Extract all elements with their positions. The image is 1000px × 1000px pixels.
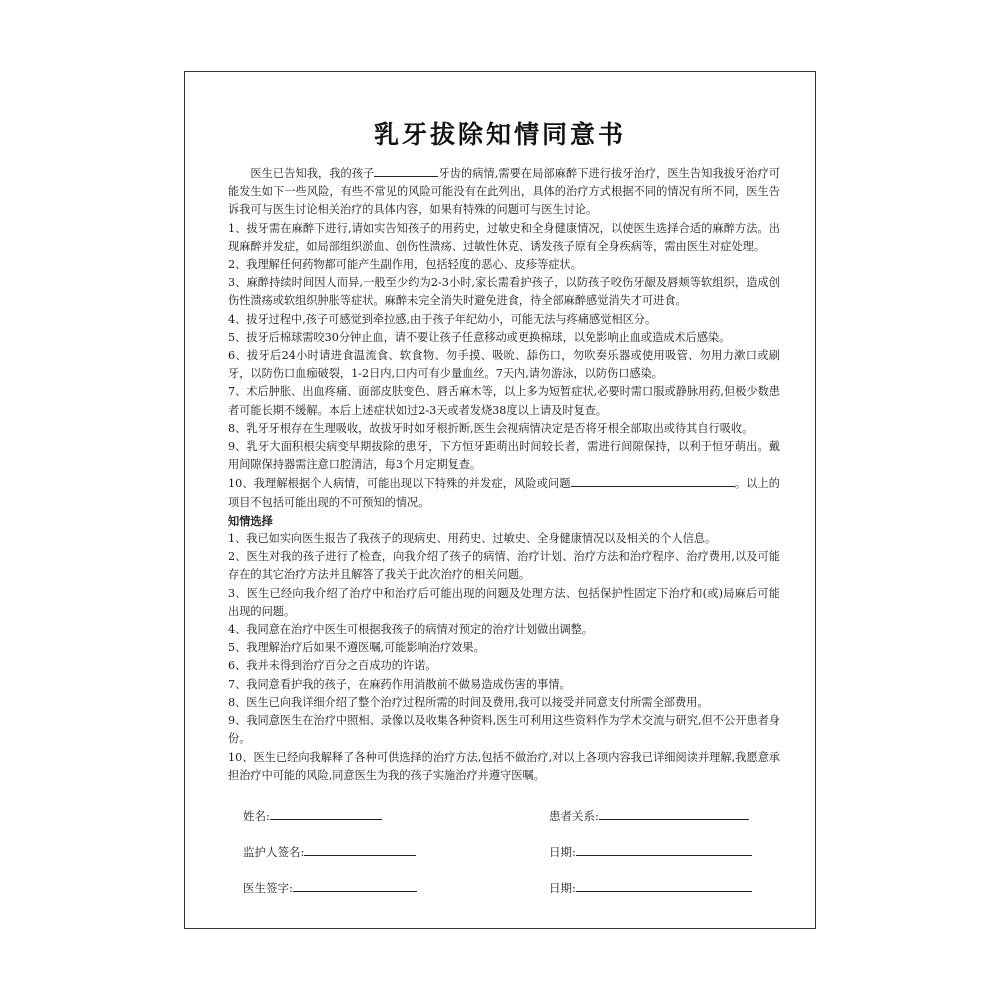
document-title: 乳牙拔除知情同意书 xyxy=(373,120,626,149)
signature-section xyxy=(243,807,763,915)
consent-item-2: 2、医生对我的孩子进行了检查，向我介绍了孩子的病情、治疗计划、治疗方法和治疗程序、治疗费用,以及可能存在的其它治疗方法并且解答了我关于此次治疗的相关问题。 xyxy=(228,550,780,582)
date-field-group-2 xyxy=(549,879,752,896)
guardian-label: 监护人签名: xyxy=(243,845,305,859)
signature-row-1 xyxy=(243,807,763,843)
date-label-2: 日期: xyxy=(549,881,576,895)
intro-text-before: 医生已告知我，我的孩子 xyxy=(250,167,375,180)
consent-item-1: 1、我已如实向医生报告了我孩子的现病史、用药史、过敏史、全身健康情况以及相关的个人信息。 xyxy=(228,532,717,546)
consent-item-3: 3、医生已经向我介绍了治疗中和治疗后可能出现的问题及处理方法、包括保护性固定下治疗和(或)局麻后可能出现的问题。 xyxy=(228,586,780,618)
name-field-group xyxy=(243,807,382,824)
date-label-1: 日期: xyxy=(549,845,576,859)
intro-paragraph xyxy=(228,164,780,220)
intro-text-after: 牙齿的病情,需要在局部麻醉下进行拔牙治疗，医生告知我拔牙治疗可能发生如下一些风险，有些不常见的风险可能没有在此列出，具体的治疗方式根据不同的情况有所不同，医生告诉我可与医生讨论相关治疗的具体内容，如果有特殊的问题可与医生讨论。 xyxy=(228,167,780,217)
guardian-signature-line[interactable] xyxy=(304,843,416,856)
date-signature-line-1[interactable] xyxy=(576,843,752,856)
date-signature-line-2[interactable] xyxy=(576,879,752,892)
risk-item-5: 5、拔牙后棉球需咬30分钟止血，请不要让孩子任意移动或更换棉球，以免影响止血或造成术后感染。 xyxy=(228,330,731,344)
risk-item-7: 7、术后肿胀、出血疼痛、面部皮肤变色、唇舌麻木等，以上多为短暂症状,必要时需口服或静脉用药,但极少数患者可能长期不缓解。本后上述症状如过2-3天或者发烧38度以上请及时复查。 xyxy=(228,385,780,417)
consent-form-sheet xyxy=(184,71,816,929)
consent-item-7: 7、我同意看护我的孩子，在麻药作用消散前不做易造成伤害的事情。 xyxy=(228,677,571,691)
consent-item-6: 6、我并未得到治疗百分之百成功的许诺。 xyxy=(228,659,437,673)
consent-item-9: 9、我同意医生在治疗中照相、录像以及收集各种资料,医生可利用这些资料作为学术交流与研究,但不公开患者身份。 xyxy=(228,714,780,746)
signature-row-2 xyxy=(243,843,763,879)
risk-10-text-after: 。以上的项目不包括可能出现的不可预知的情况。 xyxy=(228,477,780,509)
consent-item-4: 4、我同意在治疗中医生可根据我孩子的病情对预定的治疗计划做出调整。 xyxy=(228,623,594,637)
relation-signature-line[interactable] xyxy=(599,807,749,820)
doctor-label: 医生签字: xyxy=(243,881,293,895)
date-field-group-1 xyxy=(549,843,752,860)
risk-item-4: 4、拔牙过程中,孩子可感觉到牵拉感,由于孩子年纪幼小，可能无法与疼痛感觉相区分。 xyxy=(228,312,657,326)
document-body xyxy=(228,164,780,785)
risk-item-10 xyxy=(228,474,780,511)
risk-10-text-before: 10、我理解根据个人病情，可能出现以下特殊的并发症，风险或问题 xyxy=(228,477,571,491)
risk-item-1: 1、拔牙需在麻醉下进行,请如实告知孩子的用药史，过敏史和全身健康情况，以使医生选择合适的麻醉方法。出现麻醉并发症，如局部组织淤血、创伤性溃疡、过敏性休克、诱发孩子原有全身疾病等，需由医生对症处理。 xyxy=(228,221,780,253)
consent-item-10: 10、医生已经向我解释了各种可供选择的治疗方法,包括不做治疗,对以上各项内容我已详细阅读并理解,我愿意承担治疗中可能的风险,同意医生为我的孩子实施治疗并遵守医嘱。 xyxy=(228,750,780,782)
doctor-field-group xyxy=(243,879,417,896)
consent-item-8: 8、医生已向我详细介绍了整个治疗过程所需的时间及费用,我可以接受并同意支付所需全部费用。 xyxy=(228,695,709,709)
risk-item-2: 2、我理解任何药物都可能产生副作用，包括轻度的恶心、皮疹等症状。 xyxy=(228,258,582,272)
name-label: 姓名: xyxy=(243,809,270,823)
relation-label: 患者关系: xyxy=(549,809,599,823)
risk-item-9: 9、乳牙大面积根尖病变早期拔除的患牙，下方恒牙距萌出时间较长者，需进行间隙保持，以利于恒牙萌出。戴用间隙保持器需注意口腔清洁，每3个月定期复查。 xyxy=(228,440,780,472)
name-signature-line[interactable] xyxy=(270,807,382,820)
child-tooth-blank-field[interactable] xyxy=(374,164,438,177)
doctor-signature-line[interactable] xyxy=(293,879,417,892)
special-risk-blank-field[interactable] xyxy=(571,474,735,487)
risk-item-3: 3、麻醉持续时间因人而异,一般至少约为2-3小时,家长需看护孩子，以防孩子咬伤牙龈及唇颊等软组织，造成创伤性溃疡或软组织肿胀等症状。麻醉未完全消失时避免进食，待全部麻醉感觉消失才可进食。 xyxy=(228,276,780,308)
signature-row-3 xyxy=(243,879,763,915)
relation-field-group xyxy=(549,807,749,824)
risk-item-8: 8、乳牙牙根存在生理吸收，故拔牙时如牙根折断,医生会视病情决定是否将牙根全部取出或待其自行吸收。 xyxy=(228,421,754,435)
risk-item-6: 6、拔牙后24小时请进食温流食、软食物、勿手摸、吸吮、舔伤口，勿吹奏乐器或使用吸管、勿用力漱口或刷牙，以防伤口血痂破裂，1-2日内,口内可有少量血丝。7天内,请勿游泳，以防伤口感染。 xyxy=(228,349,780,381)
guardian-field-group xyxy=(243,843,416,860)
consent-item-5: 5、我理解治疗后如果不遵医嘱,可能影响治疗效果。 xyxy=(228,641,485,655)
consent-section-heading: 知情选择 xyxy=(228,513,273,528)
